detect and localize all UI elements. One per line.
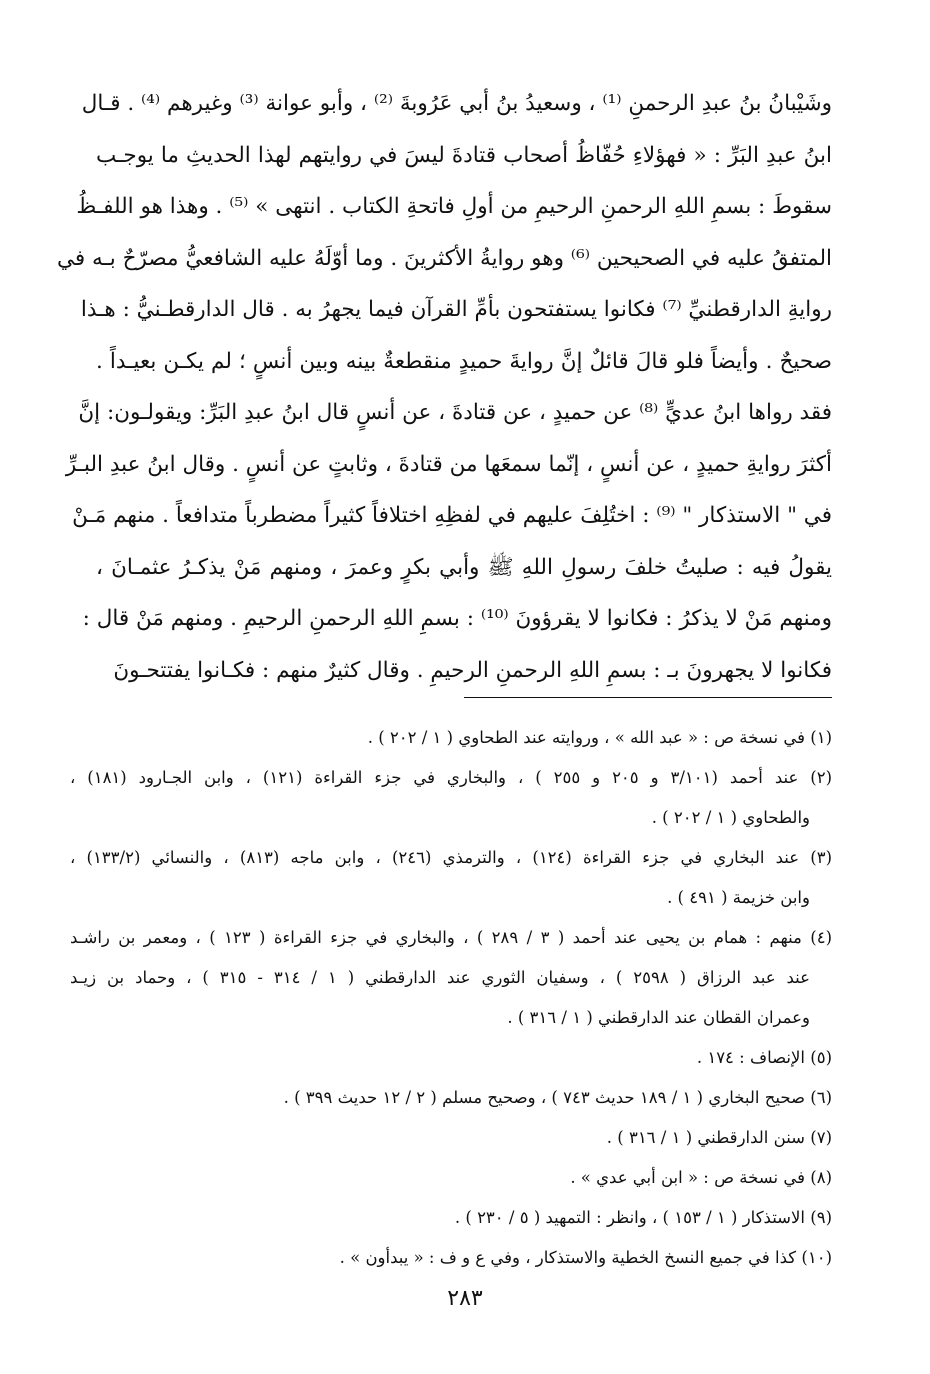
footnote-line: وعمران القطان عند الدارقطني ( ١ / ٣١٦ ) . <box>507 1008 810 1027</box>
text-line: وشَيْبانُ بنُ عبدِ الرحمنِ ⁽¹⁾ ، وسعيدُ بنُ أبي عَرُوبةَ ⁽²⁾ ، وأبو عوانة ⁽³⁾ وغيرهم ⁽⁴⁾ . قـال <box>81 91 832 116</box>
text-line: يقولُ فيه : صليتُ خلفَ رسولِ اللهِ ﷺ وأبي بكرٍ وعمرَ ، ومنهم مَنْ يذكـرُ عثمـانَ ، <box>96 554 832 580</box>
footnote-line: (٥) الإنصاف : ١٧٤ . <box>696 1048 832 1067</box>
footnote-line: (٦) صحيح البخاري ( ١ / ١٨٩ حديث ٧٤٣ ) ، وصحيح مسلم ( ٢ / ١٢ حديث ٣٩٩ ) . <box>283 1088 832 1107</box>
text-line: سقوطَ : بسمِ اللهِ الرحمنِ الرحيمِ من أولِ فاتحةِ الكتاب . انتهى » ⁽⁵⁾ . وهذا هو اللفـظُ <box>76 194 832 219</box>
text-line: المتفقُ عليه في الصحيحين ⁽⁶⁾ وهو روايةُ الأكثرينَ . وما أوّلَهُ عليه الشافعيُّ مصرّحٌ بـه في <box>56 245 832 271</box>
text-line: روايةِ الدارقطنيِّ ⁽⁷⁾ فكانوا يستفتحون بأمِّ القرآن فيما يجهرُ به . قال الدارقطـنيُّ : هـذا <box>80 297 832 322</box>
footnotes <box>70 718 832 1278</box>
text-line: فكانوا لا يجهرونَ بـ : بسمِ اللهِ الرحمنِ الرحيمِ . وقال كثيرٌ منهم : فكـانوا يفتتحـونَ <box>113 657 832 683</box>
footnote-line: (١٠) كذا في جميع النسخ الخطية والاستذكار ، وفي ع و ف : « يبدأون » . <box>339 1248 832 1267</box>
page-number: ٢٨٣ <box>447 1286 483 1311</box>
main-text-body <box>56 78 832 696</box>
footnote <box>70 1038 832 1078</box>
footnote <box>70 718 832 758</box>
text-line: في " الاستذكار " ⁽⁹⁾ : اختُلِفَ عليهم في لفظِهِ اختلافاً كثيراً مضطرباً متدافعاً . منهم مَـنْ <box>72 503 832 528</box>
text-line: ومنهم مَنْ لا يذكرُ : فكانوا لا يقرؤونَ ⁽¹⁰⁾ : بسمِ اللهِ الرحمنِ الرحيمِ . ومنهم مَنْ قال : <box>82 606 832 631</box>
footnote <box>70 1118 832 1158</box>
footnote <box>70 918 832 1038</box>
footnote <box>70 1238 832 1278</box>
footnote <box>70 1158 832 1198</box>
footnote-line: (٢) عند أحمد (٣/١٠١ و ٢٠٥ و ٢٥٥ ) ، والبخاري في جزء القراءة (١٢١) ، وابن الجـارود (١٨١) ، <box>70 768 833 787</box>
text-line: ابنُ عبدِ البَرِّ : « فهؤلاءِ حُفّاظُ أصحاب قتادةَ ليسَ في روايتهم لهذا الحديثِ ما يوجـب <box>96 142 832 168</box>
text-line: صحيحٌ . وأيضاً فلو قالَ قائلٌ إنَّ روايةَ حميدٍ منقطعةٌ بينه وبين أنسٍ ؛ لم يكـن بعيـداً . <box>96 348 832 374</box>
footnote-line: وابن خزيمة ( ٤٩١ ) . <box>667 888 810 907</box>
footnote-line: (٨) في نسخة ص : « ابن أبي عدي » . <box>570 1168 832 1187</box>
text-line: فقد رواها ابنُ عديٍّ ⁽⁸⁾ عن حميدٍ ، عن قتادةَ ، عن أنسٍ قال ابنُ عبدِ البَرِّ: ويقولـون: إنَّ <box>78 400 832 425</box>
footnote-line: (٣) عند البخاري في جزء القراءة (١٢٤) ، والترمذي (٢٤٦) ، وابن ماجه (٨١٣) ، والنسائي (١٣٣/٢) ، <box>70 848 833 867</box>
footnote-separator <box>464 697 832 698</box>
footnote-line: عند عبد الرزاق ( ٢٥٩٨ ) ، وسفيان الثوري عند الدارقطني ( ١ / ٣١٤ - ٣١٥ ) ، وحماد بن زيـد <box>70 968 810 987</box>
text-line: أكثرَ روايةِ حميدٍ ، عن أنسٍ ، إنّما سمعَها من قتادةَ ، وثابتٍ عن أنسٍ . وقال ابنُ عبدِ البـرِّ <box>65 451 832 477</box>
footnote-line: والطحاوي ( ١ / ٢٠٢ ) . <box>651 808 810 827</box>
footnote-line: (١) في نسخة ص : « عبد الله » ، وروايته عند الطحاوي ( ١ / ٢٠٢ ) . <box>367 728 832 747</box>
footnote <box>70 758 832 838</box>
footnote <box>70 1198 832 1238</box>
footnote-line: (٩) الاستذكار ( ١ / ١٥٣ ) ، وانظر : التمهيد ( ٥ / ٢٣٠ ) . <box>454 1208 832 1227</box>
footnote-line: (٧) سنن الدارقطني ( ١ / ٣١٦ ) . <box>606 1128 832 1147</box>
footnote-line: (٤) منهم : همام بن يحيى عند أحمد ( ٣ / ٢٨٩ ) ، والبخاري في جزء القراءة ( ١٢٣ ) ، ومعمر بن راشـد <box>70 928 833 947</box>
footnote <box>70 1078 832 1118</box>
footnote <box>70 838 832 918</box>
